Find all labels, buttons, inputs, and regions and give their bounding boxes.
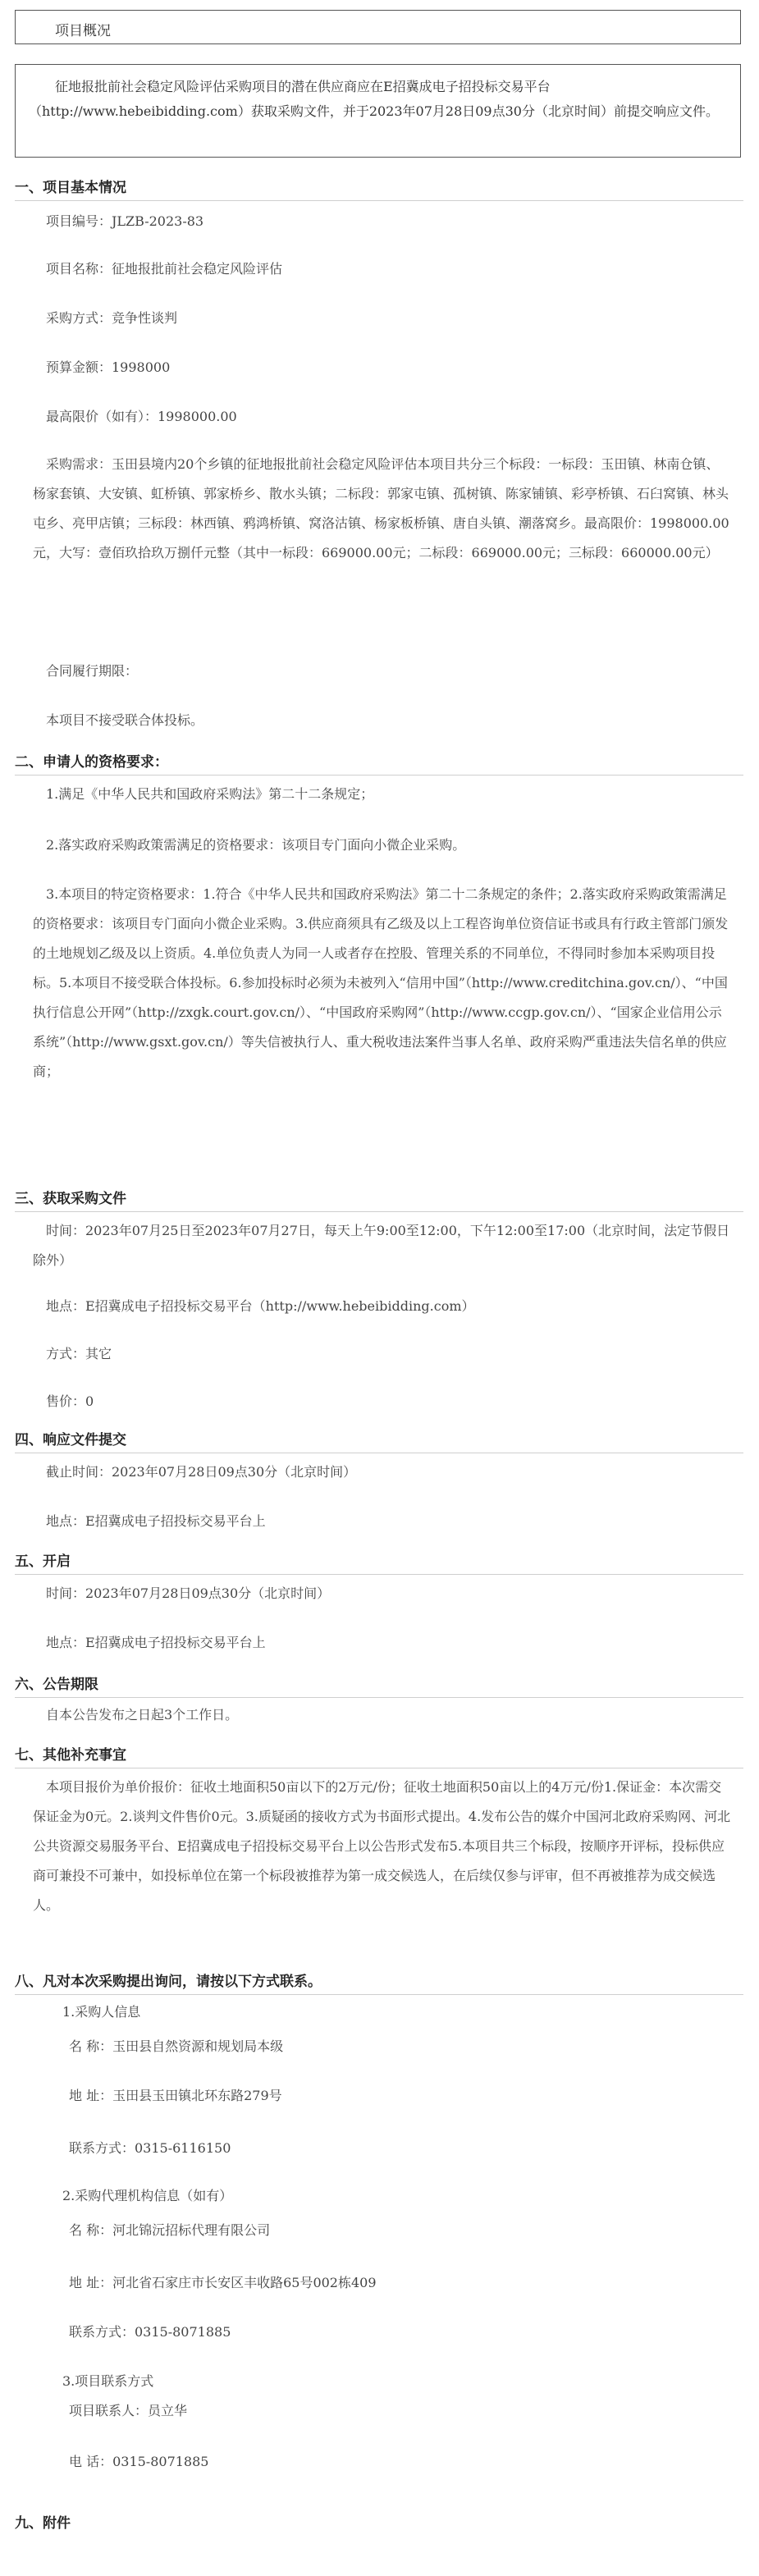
section-heading-2: 二、申请人的资格要求： xyxy=(15,750,743,776)
agent-contact: 联系方式：0315-8071885 xyxy=(69,2324,231,2340)
buyer-name: 名 称：玉田县自然资源和规划局本级 xyxy=(69,2038,284,2054)
requirement-1: 1.满足《中华人民共和国政府采购法》第二十二条规定； xyxy=(46,786,374,802)
procurement-demand: 采购需求：玉田县境内20个乡镇的征地报批前社会稳定风险评估本项目共分三个标段：一标段：玉田镇、林南仓镇、杨家套镇、大安镇、虹桥镇、郭家桥乡、散水头镇；二标段：郭家屯镇、孤树镇、陈家铺镇、彩亭桥镇、石臼窝镇、林头屯乡、亮甲店镇；三标段：林西镇、鸦鸿桥镇、窝洛沽镇、杨家板桥镇、唐自头镇、潮落窝乡。最高限价：1998000.00元，大写：壹佰玖拾玖万捌仟元整（其中一标段：669000.00元；二标段：669000.00元；三标段：660000.00元） xyxy=(33,456,729,560)
intro-text: 征地报批前社会稳定风险评估采购项目的潜在供应商应在E招冀成电子招投标交易平台（http://www.hebeibidding.com）获取采购文件，并于2023年07月28日09点30分（北京时间）前提交响应文件。 xyxy=(29,79,719,119)
section-heading-9: 九、附件 xyxy=(15,2515,71,2532)
section-heading-6: 六、公告期限 xyxy=(15,1672,743,1698)
project-number: 项目编号：JLZB-2023-83 xyxy=(46,213,204,229)
announcement-period: 自本公告发布之日起3个工作日。 xyxy=(46,1707,239,1723)
submit-place: 地点：E招冀成电子招投标交易平台上 xyxy=(46,1513,266,1529)
procurement-method: 采购方式：竞争性谈判 xyxy=(46,310,178,326)
submit-deadline: 截止时间：2023年07月28日09点30分（北京时间） xyxy=(46,1464,357,1480)
budget-amount: 预算金额：1998000 xyxy=(46,359,171,375)
project-contact-person: 项目联系人：员立华 xyxy=(69,2403,188,2418)
section-heading-3: 三、获取采购文件 xyxy=(15,1187,743,1212)
contract-period: 合同履行期限： xyxy=(46,663,139,679)
open-place: 地点：E招冀成电子招投标交易平台上 xyxy=(46,1635,266,1650)
overview-box xyxy=(15,10,741,44)
acquire-time: 时间：2023年07月25日至2023年07月27日，每天上午9:00至12:00，下午12:00至17:00（北京时间，法定节假日除外） xyxy=(33,1223,730,1268)
agent-name: 名 称：河北锦沅招标代理有限公司 xyxy=(69,2222,271,2238)
agent-address: 地 址：河北省石家庄市长安区丰收路65号002栋409 xyxy=(69,2275,377,2290)
buyer-contact: 联系方式：0315-6116150 xyxy=(69,2140,231,2156)
section-heading-1: 一、项目基本情况 xyxy=(15,176,743,201)
supplementary-info: 本项目报价为单价报价：征收土地面积50亩以下的2万元/份；征收土地面积50亩以上的4万元/份1.保证金：本次需交保证金为0元。2.谈判文件售价0元。3.质疑函的接收方式为书面形式提出。4.发布公告的媒介中国河北政府采购网、河北公共资源交易服务平台、E招冀成电子招投标交易平台上以公告形式发布5.本项目共三个标段，按顺序开评标，投标供应商可兼投不可兼中，如投标单位在第一个标段被推荐为第一成交候选人，在后续仅参与评审，但不再被推荐为成交候选人。 xyxy=(33,1779,731,1913)
section-heading-7: 七、其他补充事宜 xyxy=(15,1743,743,1768)
section-heading-4: 四、响应文件提交 xyxy=(15,1428,743,1453)
open-time: 时间：2023年07月28日09点30分（北京时间） xyxy=(46,1585,331,1601)
overview-title: 项目概况 xyxy=(55,23,111,39)
agent-info-title: 2.采购代理机构信息（如有） xyxy=(62,2188,233,2203)
project-contact-title: 3.项目联系方式 xyxy=(62,2373,154,2389)
project-contact-phone: 电 话：0315-8071885 xyxy=(69,2454,209,2469)
requirement-3: 3.本项目的特定资格要求：1.符合《中华人民共和国政府采购法》第二十二条规定的条件；2.落实政府采购政策需满足的资格要求：该项目专门面向小微企业采购。3.供应商须具有乙级及以上工程咨询单位资信证书或具有行政主管部门颁发的土地规划乙级及以上资质。4.单位负责人为同一人或者存在控股、管理关系的不同单位，不得同时参加本采购项目投标。5.本项目不接受联合体投标。6.参加投标时必须为未被列入“信用中国”（http://www.creditchina.gov.cn/）、“中国执行信息公开网”（http://zxgk.court.gov.cn/）、“中国政府采购网”（http://www.ccgp.gov.cn/）、“国家企业信用公示系统”（http://www.gsxt.gov.cn/）等失信被执行人、重大税收违法案件当事人名单、政府采购严重违法失信名单的供应商； xyxy=(33,886,729,1079)
requirement-2: 2.落实政府采购政策需满足的资格要求：该项目专门面向小微企业采购。 xyxy=(46,837,466,853)
intro-box xyxy=(15,64,741,158)
project-name: 项目名称：征地报批前社会稳定风险评估 xyxy=(46,261,283,277)
buyer-address: 地 址：玉田县玉田镇北环东路279号 xyxy=(69,2088,282,2103)
max-price: 最高限价（如有）：1998000.00 xyxy=(46,409,237,424)
acquire-way: 方式：其它 xyxy=(46,1346,112,1361)
buyer-info-title: 1.采购人信息 xyxy=(62,2004,141,2020)
document-price: 售价：0 xyxy=(46,1393,94,1409)
section-heading-5: 五、开启 xyxy=(15,1549,743,1575)
no-consortium-note: 本项目不接受联合体投标。 xyxy=(46,712,204,728)
acquire-place: 地点：E招冀成电子招投标交易平台（http://www.hebeibidding.com） xyxy=(46,1298,475,1314)
section-heading-8: 八、凡对本次采购提出询问，请按以下方式联系。 xyxy=(15,1970,743,1995)
